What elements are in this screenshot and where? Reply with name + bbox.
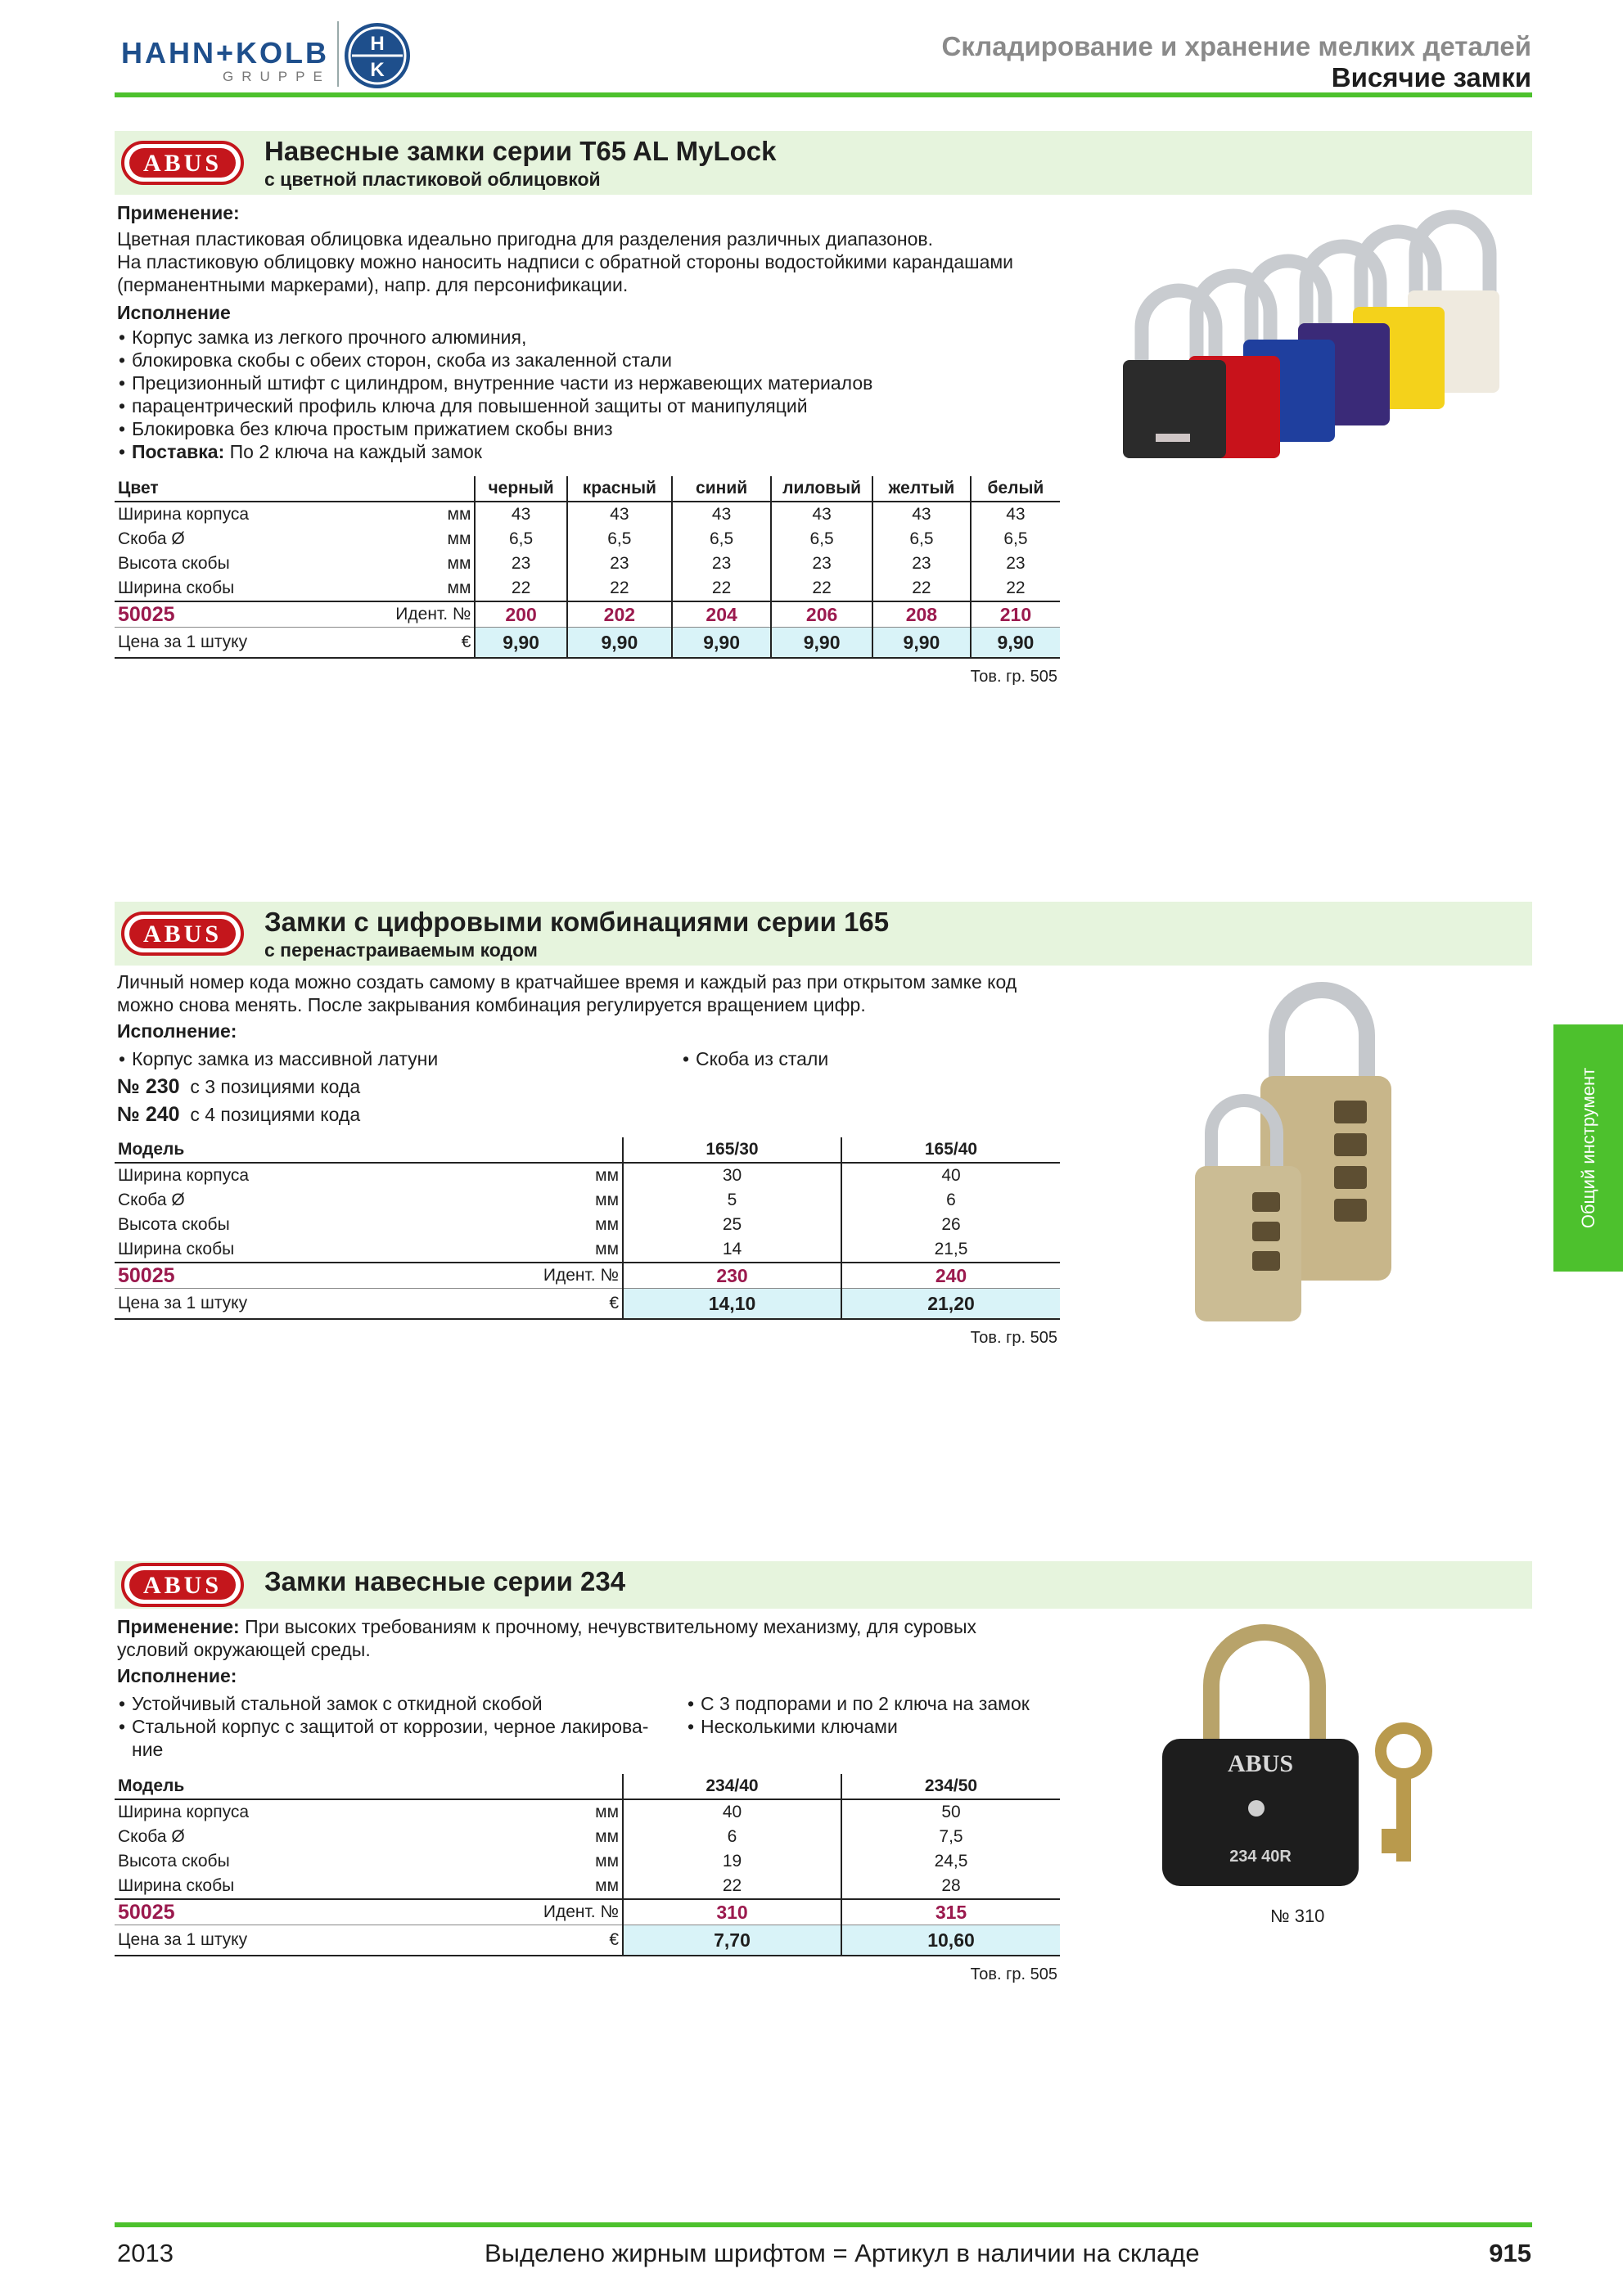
header-rule [115, 92, 1532, 97]
spec-table-234 [115, 1774, 1060, 1956]
table-cell: 43 [971, 502, 1060, 527]
row-label: Ширина скобы [118, 1240, 235, 1258]
table-cell: 43 [475, 502, 566, 527]
table-header-row [115, 1137, 1060, 1163]
row-unit: мм [447, 529, 471, 548]
table-cell: 25 [623, 1213, 841, 1237]
table-row [115, 1237, 1060, 1263]
intro-line: можно снова менять. После закрывания комбинация регулируется вращением цифр. [117, 994, 866, 1015]
row-label: Высота скобы [118, 554, 230, 573]
ident-row [115, 1899, 1060, 1925]
table-cell: 22 [623, 1874, 841, 1899]
table-row [115, 576, 1060, 601]
table-cell: 23 [567, 551, 672, 576]
row-label: Высота скобы [118, 1215, 230, 1234]
table-cell: 7,5 [841, 1825, 1060, 1849]
svg-text:H: H [370, 33, 385, 55]
variant-text: с 4 позициями кода [190, 1104, 361, 1125]
table-header-row [115, 476, 1060, 502]
application-heading: Применение: [117, 1616, 240, 1637]
table-cell: 23 [971, 551, 1060, 576]
table-cell: 6,5 [475, 527, 566, 551]
feature-list [117, 1692, 682, 1738]
table-cell: 6 [841, 1188, 1060, 1213]
table-head-label: Модель [115, 1774, 376, 1799]
table-cell: 23 [771, 551, 872, 576]
row-label: Ширина корпуса [118, 1803, 250, 1821]
table-cell: 40 [841, 1163, 1060, 1188]
table-cell: 22 [672, 576, 771, 601]
table-cell: 6,5 [672, 527, 771, 551]
column-header: 234/40 [623, 1774, 841, 1799]
variant-number: № 240 [117, 1103, 180, 1126]
table-cell: 19 [623, 1849, 841, 1874]
table-cell: 23 [672, 551, 771, 576]
row-unit: мм [595, 1191, 619, 1209]
row-unit: мм [595, 1803, 619, 1821]
column-header: белый [971, 476, 1060, 502]
table-cell: 23 [475, 551, 566, 576]
table-row [115, 1188, 1060, 1213]
section-1-subtitle: с цветной пластиковой облицовкой [264, 169, 601, 190]
product-group: Тов. гр. 505 [970, 1329, 1057, 1347]
intro-text [117, 970, 1066, 1016]
ident-number: 208 [872, 601, 971, 628]
product-image-t65-padlocks [1080, 205, 1522, 458]
list-item: • Прецизионный штифт с цилиндром, внутренние части из нержавеющих материалов [117, 371, 1066, 394]
article-number: 50025 [115, 1899, 376, 1925]
row-unit: мм [447, 579, 471, 597]
footer-rule [115, 2222, 1532, 2227]
list-item-continuation: ние [132, 1739, 164, 1760]
feature-list-right [686, 1692, 1062, 1738]
list-item: • Корпус замка из легкого прочного алюминия, [117, 326, 1066, 349]
feature-list-right [681, 1047, 828, 1070]
page-number: 915 [1489, 2239, 1531, 2267]
row-label: Скоба Ø [118, 1191, 185, 1209]
ident-row [115, 1263, 1060, 1289]
product-image-234-padlock [1154, 1624, 1449, 1894]
section-2-subtitle: с перенастраиваемым кодом [264, 939, 538, 961]
table-cell: 30 [623, 1163, 841, 1188]
application-line: (перманентными маркерами), напр. для персонификации. [117, 274, 629, 295]
application-text [117, 227, 1066, 296]
product-group: Тов. гр. 505 [970, 1965, 1057, 1983]
table-cell: 6,5 [872, 527, 971, 551]
table-cell: 14 [623, 1237, 841, 1263]
svg-text:K: K [370, 59, 385, 81]
row-unit: мм [595, 1876, 619, 1895]
table-row [115, 1849, 1060, 1874]
column-header: желтый [872, 476, 971, 502]
table-row [115, 551, 1060, 576]
application-heading: Применение: [117, 202, 240, 223]
ident-number: 230 [623, 1263, 841, 1289]
footer-year: 2013 [117, 2239, 174, 2267]
price-value: 9,90 [872, 628, 971, 659]
list-item: • Корпус замка из массивной латуни [117, 1047, 438, 1070]
row-unit: мм [595, 1215, 619, 1234]
column-header: 165/30 [623, 1137, 841, 1163]
price-value: 9,90 [475, 628, 566, 659]
table-head-label: Модель [115, 1137, 376, 1163]
abus-logo [121, 1563, 244, 1607]
svg-text:ABUS: ABUS [142, 921, 223, 948]
intro-line: Личный номер кода можно создать самому в кратчайшее время и каждый раз при открытом замке код [117, 971, 1017, 993]
table-cell: 40 [623, 1799, 841, 1825]
spec-table-165 [115, 1137, 1060, 1320]
table-cell: 28 [841, 1874, 1060, 1899]
application-line: Цветная пластиковая облицовка идеально пригодна для разделения различных диапазонов. [117, 228, 934, 250]
section-2-title: Замки с цифровыми комбинациями серии 165 [264, 907, 890, 937]
execution-heading: Исполнение [117, 302, 231, 323]
table-row [115, 527, 1060, 551]
price-value: 10,60 [841, 1925, 1060, 1956]
table-cell: 6,5 [971, 527, 1060, 551]
svg-text:234 40R: 234 40R [1229, 1848, 1292, 1866]
subcategory-title: Висячие замки [1331, 62, 1531, 92]
ident-row [115, 601, 1060, 628]
column-header: лиловый [771, 476, 872, 502]
list-item: • блокировка скобы с обеих сторон, скоба из закаленной стали [117, 349, 1066, 371]
column-header: синий [672, 476, 771, 502]
table-cell: 6,5 [567, 527, 672, 551]
execution-heading: Исполнение: [117, 1665, 237, 1686]
table-head-label: Цвет [115, 476, 272, 502]
column-header: красный [567, 476, 672, 502]
table-cell: 6,5 [771, 527, 872, 551]
brand-logo: HAHN+KOLB [121, 36, 330, 70]
application-line: условий окружающей среды. [117, 1639, 371, 1660]
list-item: • Стальной корпус с защитой от коррозии, черное лакирова- [117, 1715, 682, 1738]
ident-number: 310 [623, 1899, 841, 1925]
price-value: 14,10 [623, 1289, 841, 1320]
price-value: 9,90 [672, 628, 771, 659]
execution-heading: Исполнение: [117, 1020, 237, 1042]
svg-text:ABUS: ABUS [142, 1572, 223, 1599]
variant-text: с 3 позициями кода [190, 1076, 361, 1097]
price-value: 7,70 [623, 1925, 841, 1956]
table-cell: 43 [872, 502, 971, 527]
feature-list [117, 326, 1066, 463]
table-row [115, 1163, 1060, 1188]
list-item: • парацентрический профиль ключа для повышенной защиты от манипуляций [117, 394, 1066, 417]
feature-list [117, 1047, 438, 1070]
price-row [115, 628, 1060, 659]
table-cell: 50 [841, 1799, 1060, 1825]
column-header: 165/40 [841, 1137, 1060, 1163]
row-unit: мм [595, 1827, 619, 1846]
table-row [115, 1825, 1060, 1849]
section-3-title: Замки навесные серии 234 [264, 1566, 626, 1596]
footer-note: Выделено жирным шрифтом = Артикул в наличии на складе [485, 2239, 1200, 2267]
delivery-text: По 2 ключа на каждый замок [229, 441, 482, 462]
ident-number: 202 [567, 601, 672, 628]
delivery-label: Поставка: [132, 441, 225, 462]
list-item: • Блокировка без ключа простым прижатием скобы вниз [117, 417, 1066, 440]
table-cell: 6 [623, 1825, 841, 1849]
row-label: Ширина корпуса [118, 505, 250, 524]
table-cell: 21,5 [841, 1237, 1060, 1263]
product-group: Тов. гр. 505 [970, 668, 1057, 686]
table-cell: 43 [672, 502, 771, 527]
row-unit: мм [595, 1852, 619, 1871]
price-unit: € [376, 1925, 623, 1956]
variant-item [117, 1103, 360, 1126]
row-label: Ширина скобы [118, 1876, 235, 1895]
table-row [115, 1213, 1060, 1237]
column-header: черный [475, 476, 566, 502]
price-unit: € [272, 628, 476, 659]
table-cell: 22 [771, 576, 872, 601]
ident-number: 200 [475, 601, 566, 628]
list-item: • Устойчивый стальной замок с откидной скобой [117, 1692, 682, 1715]
svg-text:ABUS: ABUS [142, 150, 223, 177]
ident-number: 315 [841, 1899, 1060, 1925]
row-label: Ширина корпуса [118, 1166, 250, 1185]
table-cell: 22 [872, 576, 971, 601]
price-value: 9,90 [567, 628, 672, 659]
table-row [115, 502, 1060, 527]
table-cell: 43 [567, 502, 672, 527]
price-row [115, 1925, 1060, 1956]
ident-number: 206 [771, 601, 872, 628]
ident-label: Идент. № [376, 1263, 623, 1289]
ident-label: Идент. № [272, 601, 476, 628]
table-cell: 24,5 [841, 1849, 1060, 1874]
row-unit: мм [595, 1240, 619, 1258]
row-label: Высота скобы [118, 1852, 230, 1871]
abus-logo [121, 912, 244, 956]
table-cell: 26 [841, 1213, 1060, 1237]
side-tab[interactable] [1553, 1024, 1623, 1272]
application-line: На пластиковую облицовку можно наносить надписи с обратной стороны водостойкими карандашами [117, 251, 1014, 272]
table-cell: 23 [872, 551, 971, 576]
price-unit: € [376, 1289, 623, 1320]
table-row [115, 1799, 1060, 1825]
table-cell: 22 [971, 576, 1060, 601]
ident-number: 240 [841, 1263, 1060, 1289]
price-label: Цена за 1 штуку [115, 1289, 376, 1320]
ident-number: 204 [672, 601, 771, 628]
section-1-title: Навесные замки серии T65 AL MyLock [264, 136, 777, 166]
variant-number: № 230 [117, 1075, 180, 1098]
application-line-text: При высоких требованиям к прочному, нечувствительному механизму, для суровых [245, 1616, 977, 1637]
row-unit: мм [595, 1166, 619, 1185]
row-label: Ширина скобы [118, 579, 235, 597]
ident-number: 210 [971, 601, 1060, 628]
brand-logo-sub: GRUPPE [223, 69, 331, 84]
row-label: Скоба Ø [118, 529, 185, 548]
price-label: Цена за 1 штуку [115, 1925, 376, 1956]
svg-text:ABUS: ABUS [1227, 1750, 1294, 1777]
column-header: 234/50 [841, 1774, 1060, 1799]
abus-logo [121, 141, 244, 185]
application-text [117, 1615, 1066, 1661]
list-item: • С 3 подпорами и по 2 ключа на замок [686, 1692, 1062, 1715]
list-item: • Скоба из стали [681, 1047, 828, 1070]
article-number: 50025 [115, 1263, 376, 1289]
ident-label: Идент. № [376, 1899, 623, 1925]
price-value: 9,90 [971, 628, 1060, 659]
table-cell: 22 [567, 576, 672, 601]
price-row [115, 1289, 1060, 1320]
table-cell: 43 [771, 502, 872, 527]
application-line [117, 1615, 1066, 1638]
spec-table-t65 [115, 476, 1060, 659]
row-unit: мм [447, 554, 471, 573]
list-item [117, 440, 1066, 463]
brand-badge-icon [342, 20, 413, 91]
logo-divider [337, 21, 339, 87]
table-cell: 22 [475, 576, 566, 601]
list-item: • Несколькими ключами [686, 1715, 1062, 1738]
table-cell: 5 [623, 1188, 841, 1213]
row-label: Скоба Ø [118, 1827, 185, 1846]
price-value: 21,20 [841, 1289, 1060, 1320]
table-header-row [115, 1774, 1060, 1799]
article-number: 50025 [115, 601, 272, 628]
price-value: 9,90 [771, 628, 872, 659]
table-row [115, 1874, 1060, 1899]
variant-item [117, 1075, 360, 1098]
row-unit: мм [447, 505, 471, 524]
category-title: Складирование и хранение мелких деталей [941, 31, 1531, 61]
price-label: Цена за 1 штуку [115, 628, 272, 659]
side-tab-label: Общий инструмент [1577, 1067, 1598, 1229]
image-caption: № 310 [1270, 1906, 1325, 1926]
product-image-165-combination-locks [1170, 978, 1432, 1330]
